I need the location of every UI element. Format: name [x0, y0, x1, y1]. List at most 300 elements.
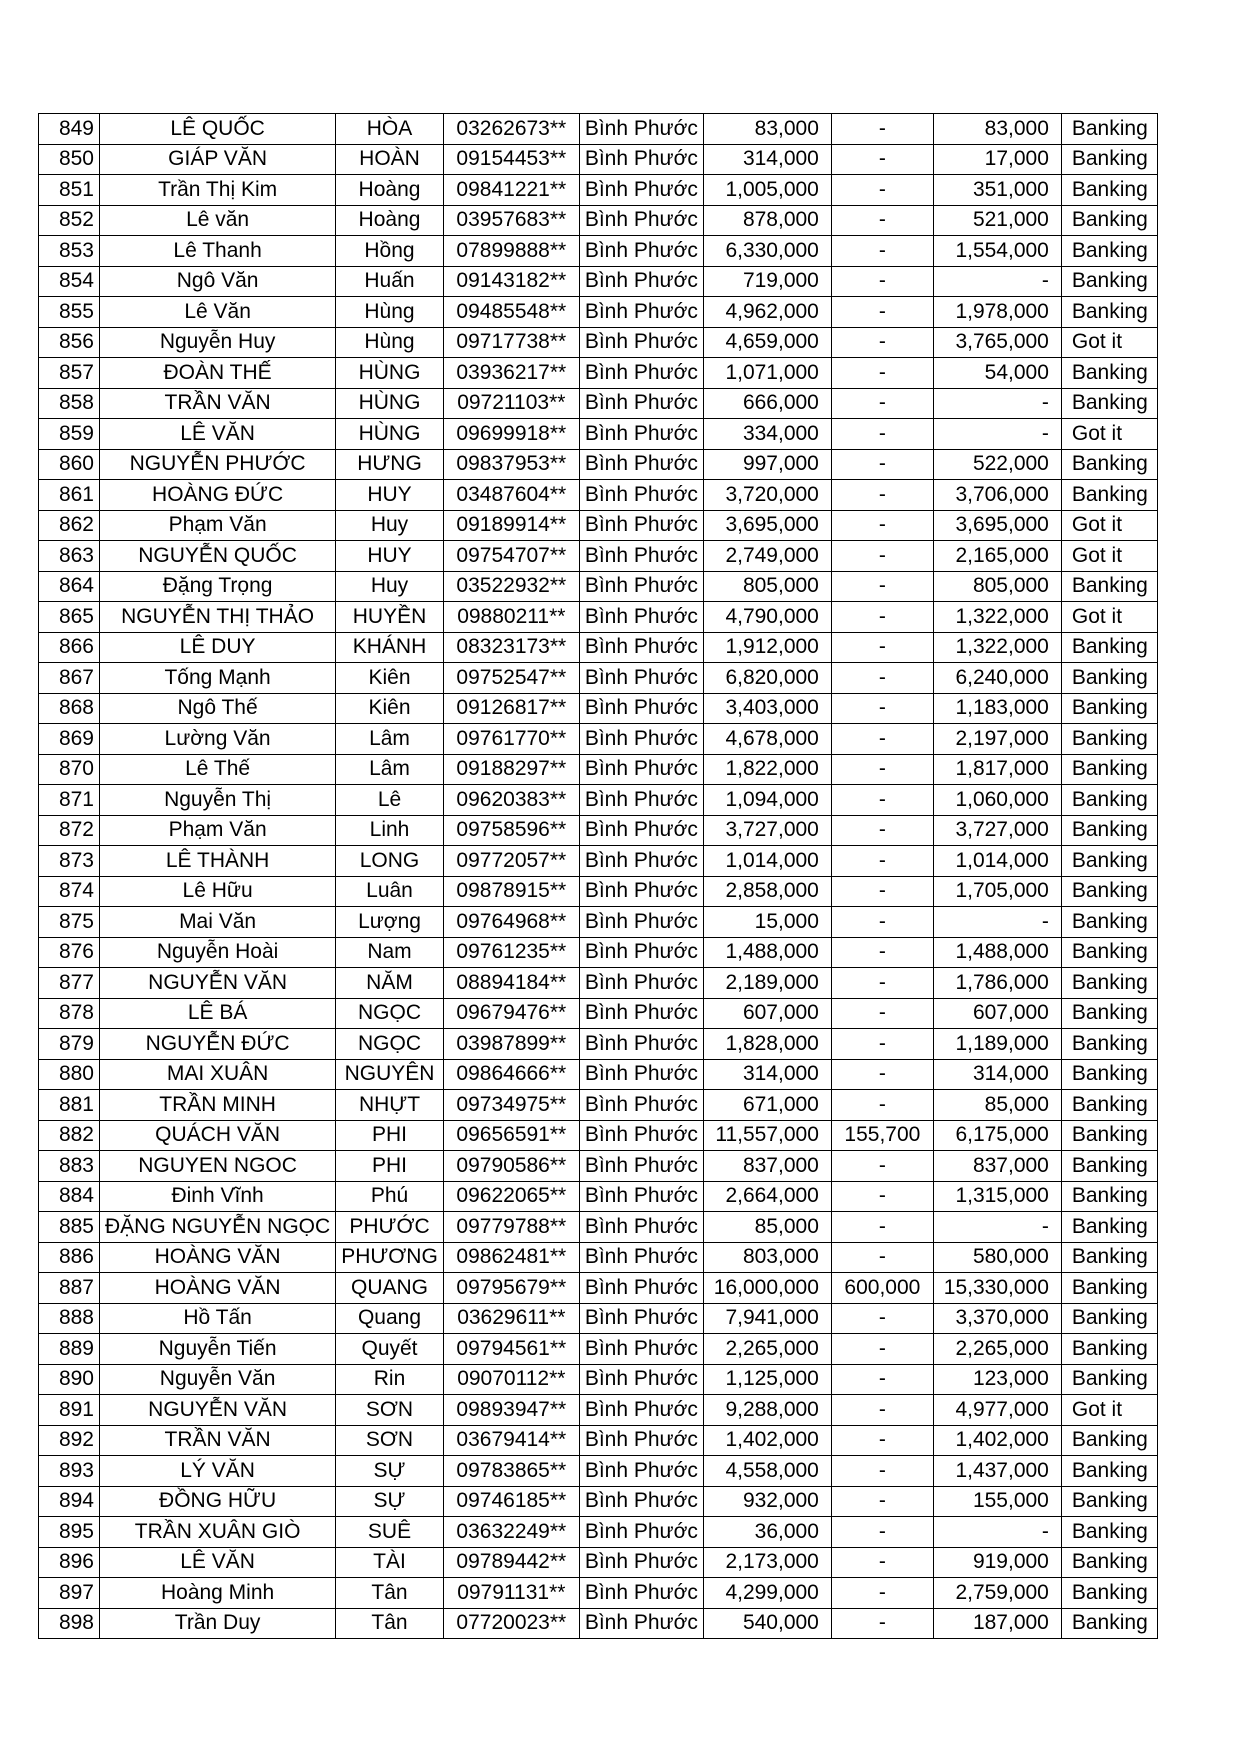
- province-cell: Bình Phước: [579, 1181, 703, 1212]
- payment-status-cell: Banking: [1061, 724, 1157, 755]
- paid-amount-cell: 6,240,000: [933, 663, 1061, 694]
- deduction-cell: -: [831, 1517, 933, 1548]
- first-name-cell: LONG: [336, 846, 444, 877]
- paid-amount-cell: 17,000: [933, 144, 1061, 175]
- payment-status-cell: Banking: [1061, 388, 1157, 419]
- row-number-cell: 881: [39, 1090, 100, 1121]
- last-middle-name-cell: Nguyễn Hoài: [100, 937, 336, 968]
- row-number-cell: 875: [39, 907, 100, 938]
- phone-number-cell: 09862481**: [443, 1242, 579, 1273]
- table-row: [39, 266, 1158, 297]
- row-number-cell: 870: [39, 754, 100, 785]
- first-name-cell: HÙNG: [336, 358, 444, 389]
- phone-number-cell: 09761235**: [443, 937, 579, 968]
- table-row: [39, 510, 1158, 541]
- deduction-cell: -: [831, 815, 933, 846]
- row-number-cell: 872: [39, 815, 100, 846]
- phone-number-cell: 03987899**: [443, 1029, 579, 1060]
- last-middle-name-cell: ĐẶNG NGUYỄN NGỌC: [100, 1212, 336, 1243]
- row-number-cell: 856: [39, 327, 100, 358]
- paid-amount-cell: 15,330,000: [933, 1273, 1061, 1304]
- province-cell: Bình Phước: [579, 998, 703, 1029]
- row-number-cell: 891: [39, 1395, 100, 1426]
- deduction-cell: -: [831, 1029, 933, 1060]
- last-middle-name-cell: Ngô Thế: [100, 693, 336, 724]
- paid-amount-cell: 2,197,000: [933, 724, 1061, 755]
- last-middle-name-cell: NGUYỄN PHƯỚC: [100, 449, 336, 480]
- last-middle-name-cell: Nguyễn Huy: [100, 327, 336, 358]
- table-row: [39, 1395, 1158, 1426]
- deduction-cell: -: [831, 266, 933, 297]
- payment-status-cell: Banking: [1061, 175, 1157, 206]
- phone-number-cell: 09070112**: [443, 1364, 579, 1395]
- table-row: [39, 1029, 1158, 1060]
- last-middle-name-cell: MAI XUÂN: [100, 1059, 336, 1090]
- payment-status-cell: Banking: [1061, 358, 1157, 389]
- province-cell: Bình Phước: [579, 1425, 703, 1456]
- province-cell: Bình Phước: [579, 175, 703, 206]
- row-number-cell: 871: [39, 785, 100, 816]
- table-row: [39, 1181, 1158, 1212]
- last-middle-name-cell: Lê Văn: [100, 297, 336, 328]
- paid-amount-cell: 3,765,000: [933, 327, 1061, 358]
- first-name-cell: HOÀN: [336, 144, 444, 175]
- deduction-cell: -: [831, 632, 933, 663]
- total-amount-cell: 1,005,000: [703, 175, 831, 206]
- deduction-cell: -: [831, 968, 933, 999]
- data-table: [38, 113, 1158, 1639]
- phone-number-cell: 03522932**: [443, 571, 579, 602]
- province-cell: Bình Phước: [579, 937, 703, 968]
- first-name-cell: Huy: [336, 571, 444, 602]
- total-amount-cell: 6,330,000: [703, 236, 831, 267]
- paid-amount-cell: 83,000: [933, 114, 1061, 145]
- row-number-cell: 857: [39, 358, 100, 389]
- paid-amount-cell: 607,000: [933, 998, 1061, 1029]
- total-amount-cell: 878,000: [703, 205, 831, 236]
- payment-status-cell: Banking: [1061, 480, 1157, 511]
- first-name-cell: Lâm: [336, 724, 444, 755]
- phone-number-cell: 03262673**: [443, 114, 579, 145]
- phone-number-cell: 09679476**: [443, 998, 579, 1029]
- province-cell: Bình Phước: [579, 907, 703, 938]
- row-number-cell: 898: [39, 1608, 100, 1639]
- table-body: [39, 114, 1158, 1639]
- paid-amount-cell: 521,000: [933, 205, 1061, 236]
- deduction-cell: -: [831, 1334, 933, 1365]
- paid-amount-cell: 3,695,000: [933, 510, 1061, 541]
- total-amount-cell: 1,125,000: [703, 1364, 831, 1395]
- payment-status-cell: Banking: [1061, 968, 1157, 999]
- row-number-cell: 886: [39, 1242, 100, 1273]
- table-row: [39, 1120, 1158, 1151]
- last-middle-name-cell: Lê Thanh: [100, 236, 336, 267]
- deduction-cell: -: [831, 1395, 933, 1426]
- first-name-cell: Rin: [336, 1364, 444, 1395]
- deduction-cell: -: [831, 602, 933, 633]
- last-middle-name-cell: LÊ VĂN: [100, 1547, 336, 1578]
- last-middle-name-cell: TRẦN XUÂN GIÒ: [100, 1517, 336, 1548]
- last-middle-name-cell: HOÀNG VĂN: [100, 1242, 336, 1273]
- total-amount-cell: 4,790,000: [703, 602, 831, 633]
- first-name-cell: Phú: [336, 1181, 444, 1212]
- first-name-cell: Kiên: [336, 693, 444, 724]
- province-cell: Bình Phước: [579, 144, 703, 175]
- phone-number-cell: 09734975**: [443, 1090, 579, 1121]
- total-amount-cell: 837,000: [703, 1151, 831, 1182]
- first-name-cell: NHỰT: [336, 1090, 444, 1121]
- row-number-cell: 876: [39, 937, 100, 968]
- deduction-cell: -: [831, 1486, 933, 1517]
- province-cell: Bình Phước: [579, 663, 703, 694]
- phone-number-cell: 09622065**: [443, 1181, 579, 1212]
- total-amount-cell: 6,820,000: [703, 663, 831, 694]
- total-amount-cell: 9,288,000: [703, 1395, 831, 1426]
- first-name-cell: Tân: [336, 1608, 444, 1639]
- province-cell: Bình Phước: [579, 754, 703, 785]
- table-row: [39, 419, 1158, 450]
- paid-amount-cell: -: [933, 1517, 1061, 1548]
- phone-number-cell: 09761770**: [443, 724, 579, 755]
- deduction-cell: -: [831, 907, 933, 938]
- paid-amount-cell: 1,978,000: [933, 297, 1061, 328]
- row-number-cell: 896: [39, 1547, 100, 1578]
- first-name-cell: HUY: [336, 480, 444, 511]
- phone-number-cell: 03487604**: [443, 480, 579, 511]
- province-cell: Bình Phước: [579, 236, 703, 267]
- total-amount-cell: 1,912,000: [703, 632, 831, 663]
- first-name-cell: NGỌC: [336, 998, 444, 1029]
- payment-status-cell: Banking: [1061, 266, 1157, 297]
- table-row: [39, 785, 1158, 816]
- last-middle-name-cell: Đặng Trọng: [100, 571, 336, 602]
- payment-status-cell: Banking: [1061, 1334, 1157, 1365]
- province-cell: Bình Phước: [579, 1151, 703, 1182]
- paid-amount-cell: 1,322,000: [933, 632, 1061, 663]
- paid-amount-cell: 1,060,000: [933, 785, 1061, 816]
- last-middle-name-cell: Nguyễn Thị: [100, 785, 336, 816]
- payment-status-cell: Banking: [1061, 998, 1157, 1029]
- last-middle-name-cell: GIÁP VĂN: [100, 144, 336, 175]
- row-number-cell: 861: [39, 480, 100, 511]
- last-middle-name-cell: Ngô Văn: [100, 266, 336, 297]
- total-amount-cell: 4,558,000: [703, 1456, 831, 1487]
- total-amount-cell: 1,402,000: [703, 1425, 831, 1456]
- payment-status-cell: Banking: [1061, 1090, 1157, 1121]
- table-row: [39, 1273, 1158, 1304]
- total-amount-cell: 607,000: [703, 998, 831, 1029]
- deduction-cell: -: [831, 1059, 933, 1090]
- table-row: [39, 663, 1158, 694]
- province-cell: Bình Phước: [579, 1273, 703, 1304]
- deduction-cell: -: [831, 1364, 933, 1395]
- row-number-cell: 877: [39, 968, 100, 999]
- phone-number-cell: 09656591**: [443, 1120, 579, 1151]
- total-amount-cell: 1,488,000: [703, 937, 831, 968]
- table-row: [39, 1303, 1158, 1334]
- row-number-cell: 890: [39, 1364, 100, 1395]
- last-middle-name-cell: LÊ QUỐC: [100, 114, 336, 145]
- total-amount-cell: 1,071,000: [703, 358, 831, 389]
- first-name-cell: HUY: [336, 541, 444, 572]
- deduction-cell: -: [831, 1303, 933, 1334]
- paid-amount-cell: 3,706,000: [933, 480, 1061, 511]
- province-cell: Bình Phước: [579, 846, 703, 877]
- paid-amount-cell: 187,000: [933, 1608, 1061, 1639]
- table-row: [39, 114, 1158, 145]
- deduction-cell: 155,700: [831, 1120, 933, 1151]
- paid-amount-cell: -: [933, 388, 1061, 419]
- paid-amount-cell: 351,000: [933, 175, 1061, 206]
- province-cell: Bình Phước: [579, 449, 703, 480]
- table-row: [39, 907, 1158, 938]
- deduction-cell: -: [831, 358, 933, 389]
- deduction-cell: -: [831, 449, 933, 480]
- row-number-cell: 873: [39, 846, 100, 877]
- first-name-cell: Quyết: [336, 1334, 444, 1365]
- paid-amount-cell: -: [933, 419, 1061, 450]
- total-amount-cell: 803,000: [703, 1242, 831, 1273]
- last-middle-name-cell: Lường Văn: [100, 724, 336, 755]
- first-name-cell: Hồng: [336, 236, 444, 267]
- deduction-cell: -: [831, 1547, 933, 1578]
- last-middle-name-cell: Lê Hữu: [100, 876, 336, 907]
- province-cell: Bình Phước: [579, 693, 703, 724]
- row-number-cell: 889: [39, 1334, 100, 1365]
- payment-status-cell: Banking: [1061, 632, 1157, 663]
- row-number-cell: 866: [39, 632, 100, 663]
- phone-number-cell: 09779788**: [443, 1212, 579, 1243]
- deduction-cell: -: [831, 1242, 933, 1273]
- phone-number-cell: 09783865**: [443, 1456, 579, 1487]
- total-amount-cell: 805,000: [703, 571, 831, 602]
- table-row: [39, 815, 1158, 846]
- row-number-cell: 850: [39, 144, 100, 175]
- last-middle-name-cell: TRẦN VĂN: [100, 1425, 336, 1456]
- table-row: [39, 1334, 1158, 1365]
- payment-status-cell: Banking: [1061, 236, 1157, 267]
- deduction-cell: -: [831, 205, 933, 236]
- phone-number-cell: 09795679**: [443, 1273, 579, 1304]
- last-middle-name-cell: TRẦN VĂN: [100, 388, 336, 419]
- payment-status-cell: Banking: [1061, 297, 1157, 328]
- deduction-cell: -: [831, 541, 933, 572]
- row-number-cell: 895: [39, 1517, 100, 1548]
- row-number-cell: 868: [39, 693, 100, 724]
- table-row: [39, 1090, 1158, 1121]
- deduction-cell: -: [831, 1608, 933, 1639]
- province-cell: Bình Phước: [579, 1608, 703, 1639]
- table-row: [39, 541, 1158, 572]
- first-name-cell: QUANG: [336, 1273, 444, 1304]
- paid-amount-cell: 3,370,000: [933, 1303, 1061, 1334]
- total-amount-cell: 3,695,000: [703, 510, 831, 541]
- row-number-cell: 882: [39, 1120, 100, 1151]
- payment-status-cell: Got it: [1061, 541, 1157, 572]
- phone-number-cell: 09772057**: [443, 846, 579, 877]
- row-number-cell: 859: [39, 419, 100, 450]
- total-amount-cell: 314,000: [703, 1059, 831, 1090]
- first-name-cell: KHÁNH: [336, 632, 444, 663]
- payment-status-cell: Banking: [1061, 1242, 1157, 1273]
- last-middle-name-cell: Lê văn: [100, 205, 336, 236]
- phone-number-cell: 03679414**: [443, 1425, 579, 1456]
- payment-status-cell: Banking: [1061, 1364, 1157, 1395]
- first-name-cell: Linh: [336, 815, 444, 846]
- phone-number-cell: 09746185**: [443, 1486, 579, 1517]
- paid-amount-cell: -: [933, 1212, 1061, 1243]
- deduction-cell: -: [831, 236, 933, 267]
- first-name-cell: Hoàng: [336, 205, 444, 236]
- payment-status-cell: Banking: [1061, 1578, 1157, 1609]
- table-row: [39, 571, 1158, 602]
- row-number-cell: 878: [39, 998, 100, 1029]
- table-row: [39, 449, 1158, 480]
- last-middle-name-cell: Trần Duy: [100, 1608, 336, 1639]
- table-row: [39, 327, 1158, 358]
- paid-amount-cell: 2,265,000: [933, 1334, 1061, 1365]
- table-row: [39, 724, 1158, 755]
- total-amount-cell: 4,678,000: [703, 724, 831, 755]
- first-name-cell: Nam: [336, 937, 444, 968]
- total-amount-cell: 4,299,000: [703, 1578, 831, 1609]
- payment-status-cell: Got it: [1061, 1395, 1157, 1426]
- total-amount-cell: 83,000: [703, 114, 831, 145]
- last-middle-name-cell: Phạm Văn: [100, 510, 336, 541]
- first-name-cell: Huy: [336, 510, 444, 541]
- phone-number-cell: 09837953**: [443, 449, 579, 480]
- province-cell: Bình Phước: [579, 114, 703, 145]
- province-cell: Bình Phước: [579, 724, 703, 755]
- table-row: [39, 1425, 1158, 1456]
- province-cell: Bình Phước: [579, 205, 703, 236]
- paid-amount-cell: 1,183,000: [933, 693, 1061, 724]
- payment-status-cell: Banking: [1061, 1486, 1157, 1517]
- row-number-cell: 862: [39, 510, 100, 541]
- paid-amount-cell: 837,000: [933, 1151, 1061, 1182]
- first-name-cell: NGỌC: [336, 1029, 444, 1060]
- province-cell: Bình Phước: [579, 1578, 703, 1609]
- first-name-cell: Huấn: [336, 266, 444, 297]
- province-cell: Bình Phước: [579, 1364, 703, 1395]
- province-cell: Bình Phước: [579, 1212, 703, 1243]
- paid-amount-cell: 580,000: [933, 1242, 1061, 1273]
- phone-number-cell: 09794561**: [443, 1334, 579, 1365]
- paid-amount-cell: 1,402,000: [933, 1425, 1061, 1456]
- row-number-cell: 894: [39, 1486, 100, 1517]
- table-row: [39, 693, 1158, 724]
- phone-number-cell: 09893947**: [443, 1395, 579, 1426]
- phone-number-cell: 09188297**: [443, 754, 579, 785]
- table-row: [39, 358, 1158, 389]
- phone-number-cell: 09754707**: [443, 541, 579, 572]
- phone-number-cell: 09485548**: [443, 297, 579, 328]
- first-name-cell: SỰ: [336, 1456, 444, 1487]
- row-number-cell: 888: [39, 1303, 100, 1334]
- row-number-cell: 851: [39, 175, 100, 206]
- province-cell: Bình Phước: [579, 968, 703, 999]
- table-row: [39, 1242, 1158, 1273]
- payment-status-cell: Banking: [1061, 144, 1157, 175]
- phone-number-cell: 09841221**: [443, 175, 579, 206]
- deduction-cell: -: [831, 1578, 933, 1609]
- total-amount-cell: 11,557,000: [703, 1120, 831, 1151]
- paid-amount-cell: -: [933, 907, 1061, 938]
- paid-amount-cell: 1,705,000: [933, 876, 1061, 907]
- phone-number-cell: 09864666**: [443, 1059, 579, 1090]
- row-number-cell: 885: [39, 1212, 100, 1243]
- province-cell: Bình Phước: [579, 266, 703, 297]
- last-middle-name-cell: LÊ DUY: [100, 632, 336, 663]
- table-row: [39, 998, 1158, 1029]
- deduction-cell: -: [831, 1456, 933, 1487]
- last-middle-name-cell: TRẦN MINH: [100, 1090, 336, 1121]
- row-number-cell: 897: [39, 1578, 100, 1609]
- row-number-cell: 865: [39, 602, 100, 633]
- paid-amount-cell: 3,727,000: [933, 815, 1061, 846]
- payment-status-cell: Banking: [1061, 846, 1157, 877]
- phone-number-cell: 03936217**: [443, 358, 579, 389]
- phone-number-cell: 09752547**: [443, 663, 579, 694]
- total-amount-cell: 36,000: [703, 1517, 831, 1548]
- phone-number-cell: 09790586**: [443, 1151, 579, 1182]
- deduction-cell: -: [831, 1212, 933, 1243]
- first-name-cell: TÀI: [336, 1547, 444, 1578]
- last-middle-name-cell: ĐỒNG HỮU: [100, 1486, 336, 1517]
- table-row: [39, 388, 1158, 419]
- first-name-cell: SỰ: [336, 1486, 444, 1517]
- table-row: [39, 205, 1158, 236]
- first-name-cell: Tân: [336, 1578, 444, 1609]
- table-row: [39, 1456, 1158, 1487]
- payment-status-cell: Banking: [1061, 1212, 1157, 1243]
- first-name-cell: HUYỀN: [336, 602, 444, 633]
- table-row: [39, 937, 1158, 968]
- payment-status-cell: Banking: [1061, 1029, 1157, 1060]
- table-row: [39, 968, 1158, 999]
- row-number-cell: 874: [39, 876, 100, 907]
- province-cell: Bình Phước: [579, 419, 703, 450]
- payment-status-cell: Got it: [1061, 510, 1157, 541]
- deduction-cell: -: [831, 846, 933, 877]
- total-amount-cell: 997,000: [703, 449, 831, 480]
- phone-number-cell: 09878915**: [443, 876, 579, 907]
- first-name-cell: Lâm: [336, 754, 444, 785]
- payment-status-cell: Banking: [1061, 1273, 1157, 1304]
- deduction-cell: -: [831, 1151, 933, 1182]
- deduction-cell: -: [831, 419, 933, 450]
- total-amount-cell: 2,858,000: [703, 876, 831, 907]
- payment-status-cell: Banking: [1061, 1303, 1157, 1334]
- phone-number-cell: 09791131**: [443, 1578, 579, 1609]
- first-name-cell: HƯNG: [336, 449, 444, 480]
- payment-status-cell: Banking: [1061, 449, 1157, 480]
- row-number-cell: 869: [39, 724, 100, 755]
- last-middle-name-cell: Hồ Tấn: [100, 1303, 336, 1334]
- last-middle-name-cell: NGUYỄN THỊ THẢO: [100, 602, 336, 633]
- province-cell: Bình Phước: [579, 297, 703, 328]
- first-name-cell: PHƯƠNG: [336, 1242, 444, 1273]
- province-cell: Bình Phước: [579, 876, 703, 907]
- total-amount-cell: 540,000: [703, 1608, 831, 1639]
- row-number-cell: 855: [39, 297, 100, 328]
- phone-number-cell: 09721103**: [443, 388, 579, 419]
- last-middle-name-cell: NGUYỄN VĂN: [100, 968, 336, 999]
- total-amount-cell: 3,403,000: [703, 693, 831, 724]
- table-row: [39, 1486, 1158, 1517]
- total-amount-cell: 7,941,000: [703, 1303, 831, 1334]
- payment-status-cell: Banking: [1061, 693, 1157, 724]
